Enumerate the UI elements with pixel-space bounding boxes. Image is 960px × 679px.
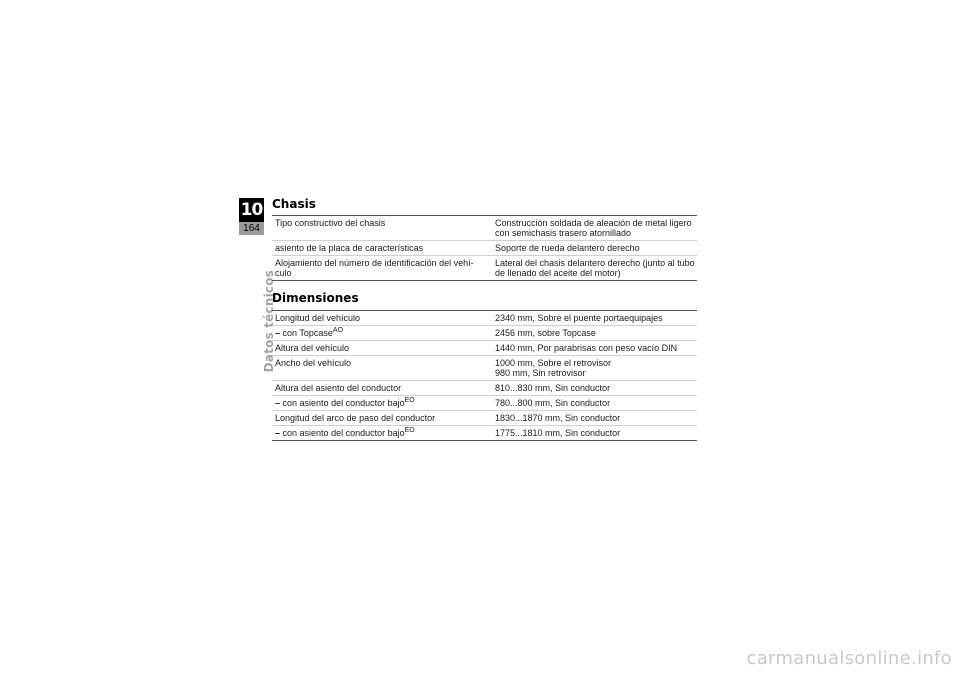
- chasis-table: [272, 215, 697, 281]
- table-row: [272, 411, 697, 426]
- spec-value: 1000 mm, Sobre el retrovisor 980 mm, Sin retrovisor: [487, 356, 697, 381]
- spec-label: Alojamiento del número de identificación del vehí- culo: [272, 256, 487, 281]
- section-title-chasis: Chasis: [272, 197, 316, 211]
- table-row: [272, 426, 697, 441]
- table-row: [272, 216, 697, 241]
- table-row: [272, 256, 697, 281]
- spec-label: – con asiento del conductor bajo$^{EO}$: [272, 396, 487, 411]
- chapter-label: Datos técnicos: [262, 270, 276, 373]
- table-row: [272, 356, 697, 381]
- spec-label: asiento de la placa de características: [272, 241, 487, 256]
- spec-label: Ancho del vehículo: [272, 356, 487, 381]
- spec-value: 810...830 mm, Sin conductor: [487, 381, 697, 396]
- spec-value: Lateral del chasis delantero derecho (junto al tubo de llenado del aceite del motor): [487, 256, 697, 281]
- spec-value: Construcción soldada de aleación de metal ligero con semichasis trasero atornillado: [487, 216, 697, 241]
- section-title-dimensiones: Dimensiones: [272, 291, 359, 305]
- table-row: [272, 341, 697, 356]
- spec-value: 780...800 mm, Sin conductor: [487, 396, 697, 411]
- dimensiones-table: [272, 310, 697, 441]
- spec-value: 1830...1870 mm, Sin conductor: [487, 411, 697, 426]
- spec-value: 2340 mm, Sobre el puente portaequipajes: [487, 311, 697, 326]
- spec-label: Longitud del arco de paso del conductor: [272, 411, 487, 426]
- page-number: 164: [239, 222, 264, 235]
- spec-value: 1775...1810 mm, Sin conductor: [487, 426, 697, 441]
- spec-label: Tipo constructivo del chasis: [272, 216, 487, 241]
- chapter-tab: [239, 198, 264, 235]
- spec-label: Altura del vehículo: [272, 341, 487, 356]
- table-row: [272, 381, 697, 396]
- table-row: [272, 326, 697, 341]
- spec-label: Longitud del vehículo: [272, 311, 487, 326]
- spec-value: 2456 mm, sobre Topcase: [487, 326, 697, 341]
- spec-label: – con Topcase$^{AO}$: [272, 326, 487, 341]
- spec-label: – con asiento del conductor bajo$^{EO}$: [272, 426, 487, 441]
- table-row: [272, 241, 697, 256]
- spec-label: Altura del asiento del conductor: [272, 381, 487, 396]
- table-row: [272, 396, 697, 411]
- table-row: [272, 311, 697, 326]
- spec-value: Soporte de rueda delantero derecho: [487, 241, 697, 256]
- watermark: carmanualsonline.info: [746, 648, 952, 669]
- spec-value: 1440 mm, Por parabrisas con peso vacío DIN: [487, 341, 697, 356]
- chapter-number: 10: [240, 200, 263, 220]
